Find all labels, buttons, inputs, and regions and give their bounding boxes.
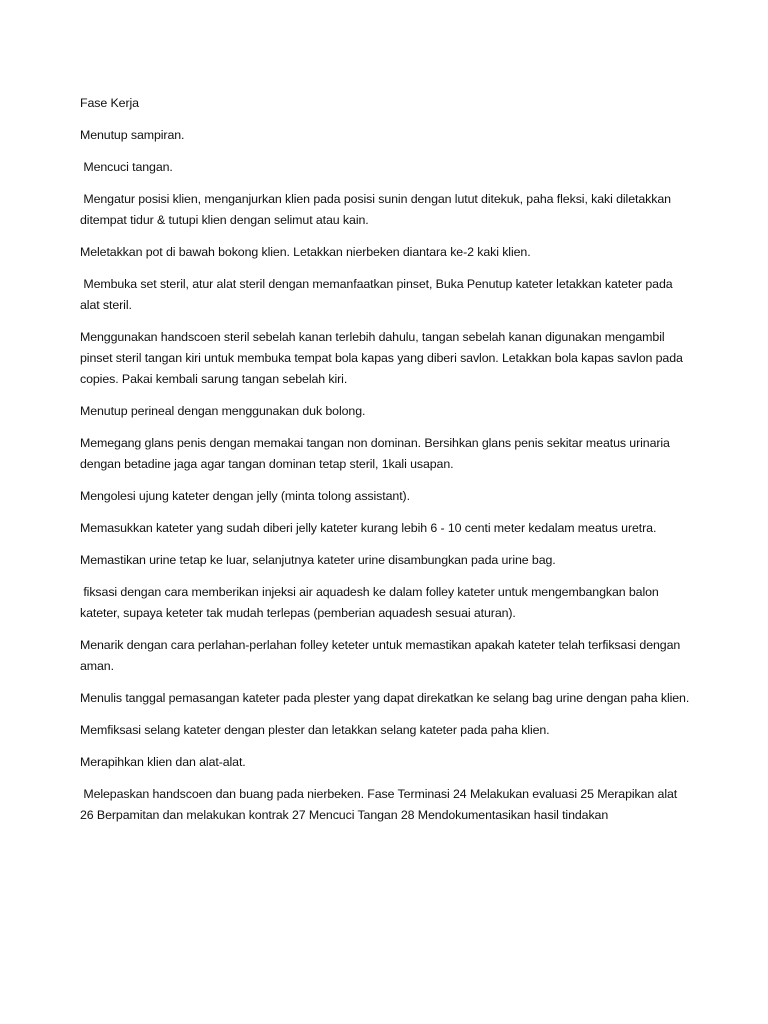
step-paragraph: Mengatur posisi klien, menganjurkan klien pada posisi sunin dengan lutut ditekuk, paha fleksi, kaki diletakkan ditempat tidur & tutupi klien dengan selimut atau kain. xyxy=(80,192,675,227)
step-paragraph: Meletakkan pot di bawah bokong klien. Letakkan nierbeken diantara ke-2 kaki klien. xyxy=(80,245,531,259)
step-paragraph: Memastikan urine tetap ke luar, selanjutnya kateter urine disambungkan pada urine bag. xyxy=(80,553,556,567)
step-paragraph: Memasukkan kateter yang sudah diberi jelly kateter kurang lebih 6 - 10 centi meter kedalam meatus uretra. xyxy=(80,521,657,535)
step-paragraph: Merapihkan klien dan alat-alat. xyxy=(80,755,246,769)
section-heading: Fase Kerja xyxy=(80,96,139,110)
step-paragraph: Memfiksasi selang kateter dengan plester dan letakkan selang kateter pada paha klien. xyxy=(80,723,550,737)
step-paragraph: fiksasi dengan cara memberikan injeksi air aquadesh ke dalam folley kateter untuk mengembangkan balon kateter, supaya keteter tak mudah terlepas (pemberian aquadesh sesuai aturan). xyxy=(80,585,663,620)
step-paragraph: Mengolesi ujung kateter dengan jelly (minta tolong assistant). xyxy=(80,489,410,503)
step-paragraph: Menutup sampiran. xyxy=(80,128,185,142)
step-paragraph: Menarik dengan cara perlahan-perlahan folley keteter untuk memastikan apakah kateter telah terfiksasi dengan aman. xyxy=(80,638,684,673)
step-paragraph: Memegang glans penis dengan memakai tangan non dominan. Bersihkan glans penis sekitar meatus urinaria dengan betadine jaga agar tangan dominan tetap steril, 1kali usapan. xyxy=(80,436,674,471)
step-paragraph: Menutup perineal dengan menggunakan duk bolong. xyxy=(80,404,366,418)
step-paragraph: Membuka set steril, atur alat steril dengan memanfaatkan pinset, Buka Penutup kateter letakkan kateter pada alat steril. xyxy=(80,277,676,312)
step-paragraph: Melepaskan handscoen dan buang pada nierbeken. Fase Terminasi 24 Melakukan evaluasi 25 Merapikan alat 26 Berpamitan dan melakukan kontrak 27 Mencuci Tangan 28 Mendokumentasikan hasil tindakan xyxy=(80,787,681,822)
step-paragraph: Menggunakan handscoen steril sebelah kanan terlebih dahulu, tangan sebelah kanan digunakan mengambil pinset steril tangan kiri untuk membuka tempat bola kapas yang diberi savlon. Letakkan bola kapas savlon pada copies. Pakai kembali sarung tangan sebelah kiri. xyxy=(80,330,687,386)
step-paragraph: Menulis tanggal pemasangan kateter pada plester yang dapat direkatkan ke selang bag urine dengan paha klien. xyxy=(80,691,690,705)
step-paragraph: Mencuci tangan. xyxy=(80,160,173,174)
document-body xyxy=(80,93,690,837)
